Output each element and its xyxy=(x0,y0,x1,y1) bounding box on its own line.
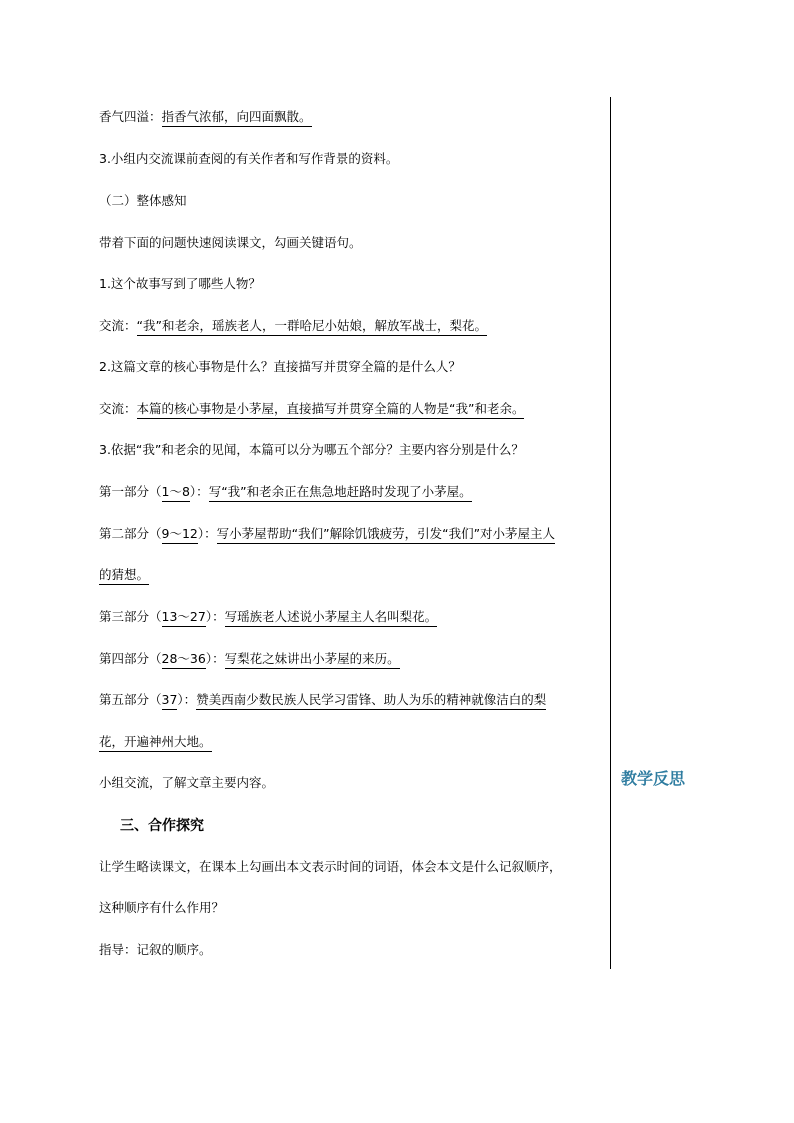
part-line-continued: 花，开遍神州大地。 xyxy=(99,734,212,750)
part-line: 第五部分（37）：赞美西南少数民族人民学习雷锋、助人为乐的精神就像洁白的梨 xyxy=(99,692,546,708)
underlined-answer: 写梨花之妹讲出小茅屋的来历。 xyxy=(225,651,400,669)
text-line: 小组交流，了解文章主要内容。 xyxy=(99,775,275,790)
text-line: 交流：本篇的核心事物是小茅屋，直接描写并贯穿全篇的人物是“我”和老余。 xyxy=(99,401,524,417)
text-line: 香气四溢：指香气浓郁，向四面飘散。 xyxy=(99,109,312,125)
text-line: 交流：“我”和老余，瑶族老人，一群哈尼小姑娘，解放军战士，梨花。 xyxy=(99,318,487,334)
question-line: 2.这篇文章的核心事物是什么？直接描写并贯穿全篇的是什么人？ xyxy=(99,359,461,374)
question-line: 1.这个故事写到了哪些人物？ xyxy=(99,276,261,291)
text-line: 带着下面的问题快速阅读课文，勾画关键语句。 xyxy=(99,235,362,250)
text-line: 3.小组内交流课前查阅的有关作者和写作背景的资料。 xyxy=(99,151,399,166)
part-line: 第一部分（1～8）：写“我”和老余正在焦急地赶路时发现了小茅屋。 xyxy=(99,484,472,500)
underlined-answer: 写“我”和老余正在焦急地赶路时发现了小茅屋。 xyxy=(209,484,472,502)
underlined-answer: “我”和老余，瑶族老人，一群哈尼小姑娘，解放军战士，梨花。 xyxy=(137,318,487,336)
part-line: 第三部分（13～27）：写瑶族老人述说小茅屋主人名叫梨花。 xyxy=(99,609,437,625)
underlined-answer: 写瑶族老人述说小茅屋主人名叫梨花。 xyxy=(225,609,438,627)
column-divider xyxy=(610,97,611,969)
text-line: 让学生略读课文，在课本上勾画出本文表示时间的词语，体会本文是什么记叙顺序， xyxy=(99,859,562,874)
underlined-answer: 写小茅屋帮助“我们”解除饥饿疲劳，引发“我们”对小茅屋主人 xyxy=(217,526,555,544)
part-line-continued: 的猜想。 xyxy=(99,567,149,583)
teaching-reflection-label: 教学反思 xyxy=(621,769,686,788)
question-line: 3.依据“我”和老余的见闻，本篇可以分为哪五个部分？主要内容分别是什么？ xyxy=(99,442,524,457)
part-line: 第四部分（28～36）：写梨花之妹讲出小茅屋的来历。 xyxy=(99,651,400,667)
section-subtitle: （二）整体感知 xyxy=(99,193,187,208)
underlined-answer: 指香气浓郁，向四面飘散。 xyxy=(162,109,312,127)
text-line: 指导：记叙的顺序。 xyxy=(99,942,212,957)
underlined-answer: 本篇的核心事物是小茅屋，直接描写并贯穿全篇的人物是“我”和老余。 xyxy=(137,401,525,419)
underlined-answer: 赞美西南少数民族人民学习雷锋、助人为乐的精神就像洁白的梨 xyxy=(196,692,546,710)
part-line: 第二部分（9～12）：写小茅屋帮助“我们”解除饥饿疲劳，引发“我们”对小茅屋主人 xyxy=(99,526,555,542)
section-heading: 三、合作探究 xyxy=(120,818,204,834)
text-line: 这种顺序有什么作用？ xyxy=(99,900,225,915)
